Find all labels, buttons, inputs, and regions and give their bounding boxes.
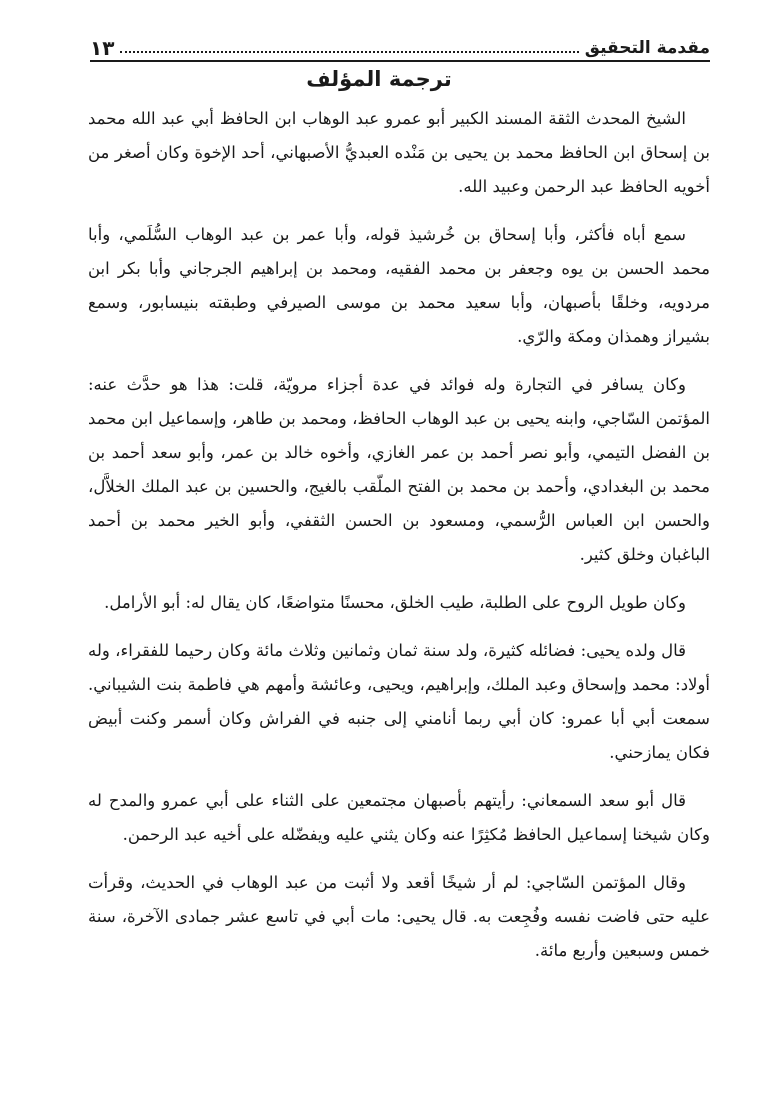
- paragraph: قال أبو سعد السمعاني: رأيتهم بأصبهان مجتمعين على الثناء على أبي عمرو والمدح له وكان شيخنا إسماعيل الحافظ مُكثِرًا عنه وكان يثني عليه ويفضّله على أخيه عبد الرحمن.: [88, 791, 710, 844]
- running-header: [90, 30, 710, 62]
- paragraph: وكان يسافر في التجارة وله فوائد في عدة أجزاء مرويّة، قلت: هذا هو حدَّث عنه: المؤتمن السّاجي، وابنه يحيى بن عبد الوهاب الحافظ، ومحمد بن طاهر، وإسماعيل ابن محمد بن الفضل التيمي، وأبو نصر أحمد بن عمر الغازي، وأخوه خالد بن عمر، وأبو سعد أحمد بن محمد بن البغدادي، وأحمد بن محمد بن الفتح الملّقب بالغيج، والحسين بن عبد الملك الخلاَّل، والحسن ابن العباس الرُّسمي، ومسعود بن الحسن الثقفي، وأبو الخير محمد بن أحمد الباغبان وخلق كثير.: [88, 375, 710, 564]
- paragraph: وقال المؤتمن السّاجي: لم أر شيخًا أقعد ولا أثبت من عبد الوهاب في الحديث، وقرأت عليه حتى فاضت نفسه وفُجِعت به. قال يحيى: مات أبي في تاسع عشر جمادى الآخرة، سنة خمس وسبعين وأربع مائة.: [88, 873, 710, 960]
- running-header-title: مقدمة التحقيق: [584, 38, 710, 58]
- paragraph: الشيخ المحدث الثقة المسند الكبير أبو عمرو عبد الوهاب ابن الحافظ أبي عبد الله محمد بن إسحاق ابن الحافظ محمد بن يحيى بن مَنْده العبديُّ الأصبهاني، أحد الإخوة وكان أصغر من أخويه الحافظ عبد الرحمن وعبيد الله.: [88, 109, 710, 196]
- paragraph: سمع أباه فأكثر، وأبا إسحاق بن خُرشيذ قوله، وأبا عمر بن عبد الوهاب السُّلَمي، وأبا محمد الحسن بن يوه وجعفر بن محمد الفقيه، ومحمد بن إبراهيم الجرجاني وأبا بكر ابن مردويه، وخلقًا بأصبهان، وأبا سعيد محمد بن موسى الصيرفي وطبقته بنيسابور، وسمع بشيراز وهمذان ومكة والرّي.: [88, 225, 710, 346]
- paragraph: قال ولده يحيى: فضائله كثيرة، ولد سنة ثمان وثمانين وثلاث مائة وكان رحيما للفقراء، وله أولاد: محمد وإسحاق وعبد الملك، وإبراهيم، ويحيى، وعائشة وأمهم هي فاطمة بنت الشيباني. سمعت أبي أبا عمرو: كان أبي ربما أنامني إلى جنبه في الفراش وكان أسمر وكنت أبيض فكان يمازحني.: [88, 641, 710, 762]
- page-number: ١٣: [90, 36, 115, 60]
- paragraph: وكان طويل الروح على الطلبة، طيب الخلق، محسنًا متواضعًا، كان يقال له: أبو الأرامل.: [104, 593, 686, 612]
- chapter-title: ترجمة المؤلف: [306, 67, 452, 91]
- body-text: [88, 102, 710, 982]
- dotted-leader: [120, 51, 578, 53]
